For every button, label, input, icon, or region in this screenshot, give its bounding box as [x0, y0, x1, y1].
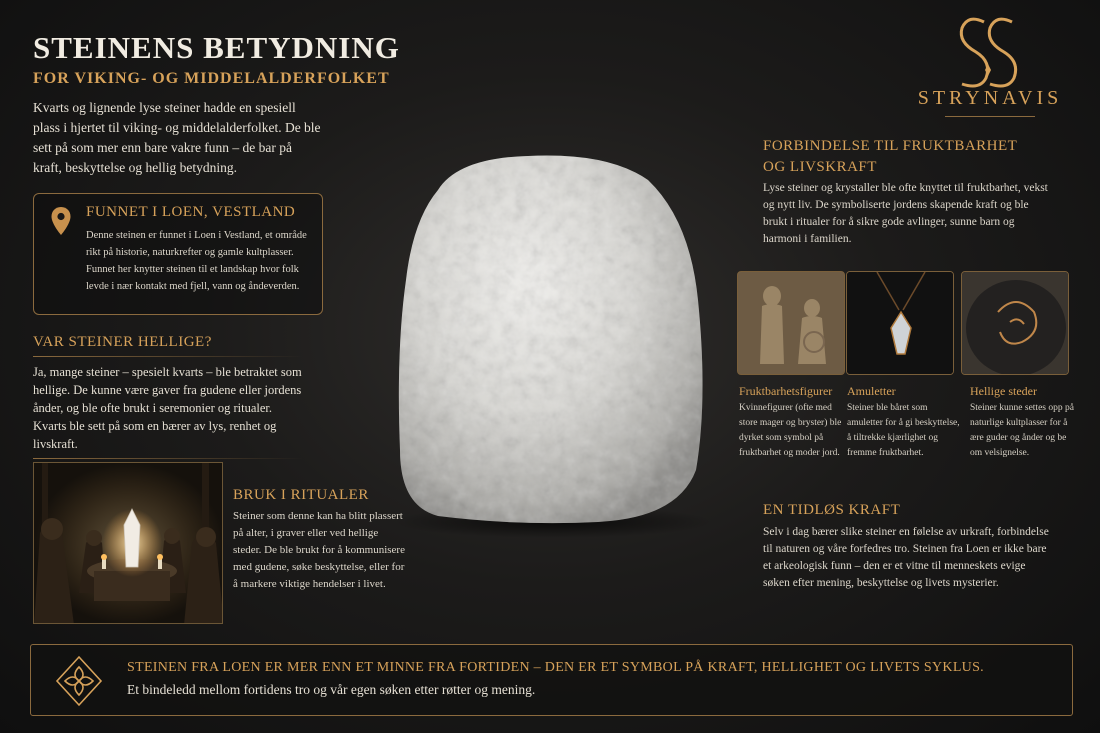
fertility-heading: FORBINDELSE TIL FRUKTBARHET — [763, 138, 1018, 154]
ritual-image — [33, 462, 223, 624]
banner-subline: Et bindeledd mellom fortidens tro og vår egen søken etter røtter og mening. — [127, 682, 536, 697]
thumb-text-amulets: Steiner ble båret som amuletter for å gi beskyttelse, å tiltrekke kjærlighet og fremme fruktbarhet. — [847, 403, 960, 458]
thumb-fertility-figures — [737, 271, 845, 375]
found-text: Denne steinen er funnet i Loen i Vestland, et område rikt på historie, naturkrefter og gamle kultplasser. Funnet her knytter steinen til et landskap hvor folk levde i nær kontakt med fjell, vann og åndeverden. — [86, 230, 307, 292]
fertility-heading-2: OG LIVSKRAFT — [763, 159, 877, 175]
thumb-caption-sacred: Hellige steder — [970, 384, 1037, 398]
diamond-knot-icon — [51, 653, 107, 709]
found-heading: FUNNET I LOEN, VESTLAND — [86, 204, 296, 220]
page-subtitle: FOR VIKING- OG MIDDELALDERFOLKET — [33, 70, 390, 87]
logo-divider — [945, 116, 1035, 117]
ritual-text: Steiner som denne kan ha blitt plassert på alter, i graver eller ved hellige steder. De ble brukt for å kommunisere med gudene, søke beskyttelse, eller for å markere viktige hendelser i livet. — [233, 510, 405, 590]
timeless-heading: EN TIDLØS KRAFT — [763, 502, 901, 518]
bottom-banner — [30, 644, 1073, 716]
thumb-caption-fertility: Fruktbarhetsfigurer — [739, 384, 833, 398]
page-title: STEINENS BETYDNING — [33, 30, 400, 65]
divider — [33, 356, 303, 357]
timeless-text: Selv i dag bærer slike steiner en følelse av urkraft, forbindelse til naturen og våre forfedres tro. Steinen fra Loen er ikke bare et arkeologisk funn – den er et vitne til menneskets evige søken efter mening, beskyttelse og livets mysterier. — [763, 526, 1049, 589]
found-location-box — [33, 193, 323, 315]
banner-headline: STEINEN FRA LOEN ER MER ENN ET MINNE FRA FORTIDEN – DEN ER ET SYMBOL PÅ KRAFT, HELLIGHET OG LIVETS SYKLUS. — [127, 660, 984, 675]
brand-name: STRYNAVIS — [917, 87, 1063, 109]
sacred-text: Ja, mange steiner – spesielt kvarts – ble betraktet som hellige. De kunne være gaver fra gudene eller jordens ånder, og ble ofte brukt i seremonier og ritualer. Kvarts ble sett på som en bærer av lys, renhet og livskraft. — [33, 365, 302, 451]
thumb-caption-amulets: Amuletter — [847, 384, 896, 398]
location-pin-icon — [50, 206, 72, 236]
ritual-heading: BRUK I RITUALER — [233, 487, 369, 503]
divider — [33, 458, 303, 459]
thumb-text-fertility: Kvinnefigurer (ofte med store mager og bryster) ble dyrket som symbol på fruktbarhet og moder jord. — [739, 403, 842, 458]
quartz-stone-image — [378, 150, 718, 540]
intro-text: Kvarts og lignende lyse steiner hadde en spesiell plass i hjertet til viking- og middelalderfolket. De ble sett på som mer enn bare vakre funn – de bar på kraft, beskyttelse og hellig betydning. — [33, 100, 321, 175]
thumb-sacred-places — [961, 271, 1069, 375]
thumb-text-sacred: Steiner kunne settes opp på naturlige kultplasser for å ære guder og ånder og be om velsignelse. — [970, 403, 1074, 458]
sacred-heading: VAR STEINER HELLIGE? — [33, 334, 212, 350]
fertility-text: Lyse steiner og krystaller ble ofte knyttet til fruktbarhet, vekst og nytt liv. De symboliserte jordens skapende kraft og ble brukt i ritualer for å sikre gode avlinger, sunne barn og harmoni i familien. — [763, 182, 1048, 245]
thumb-amulets — [846, 271, 954, 375]
